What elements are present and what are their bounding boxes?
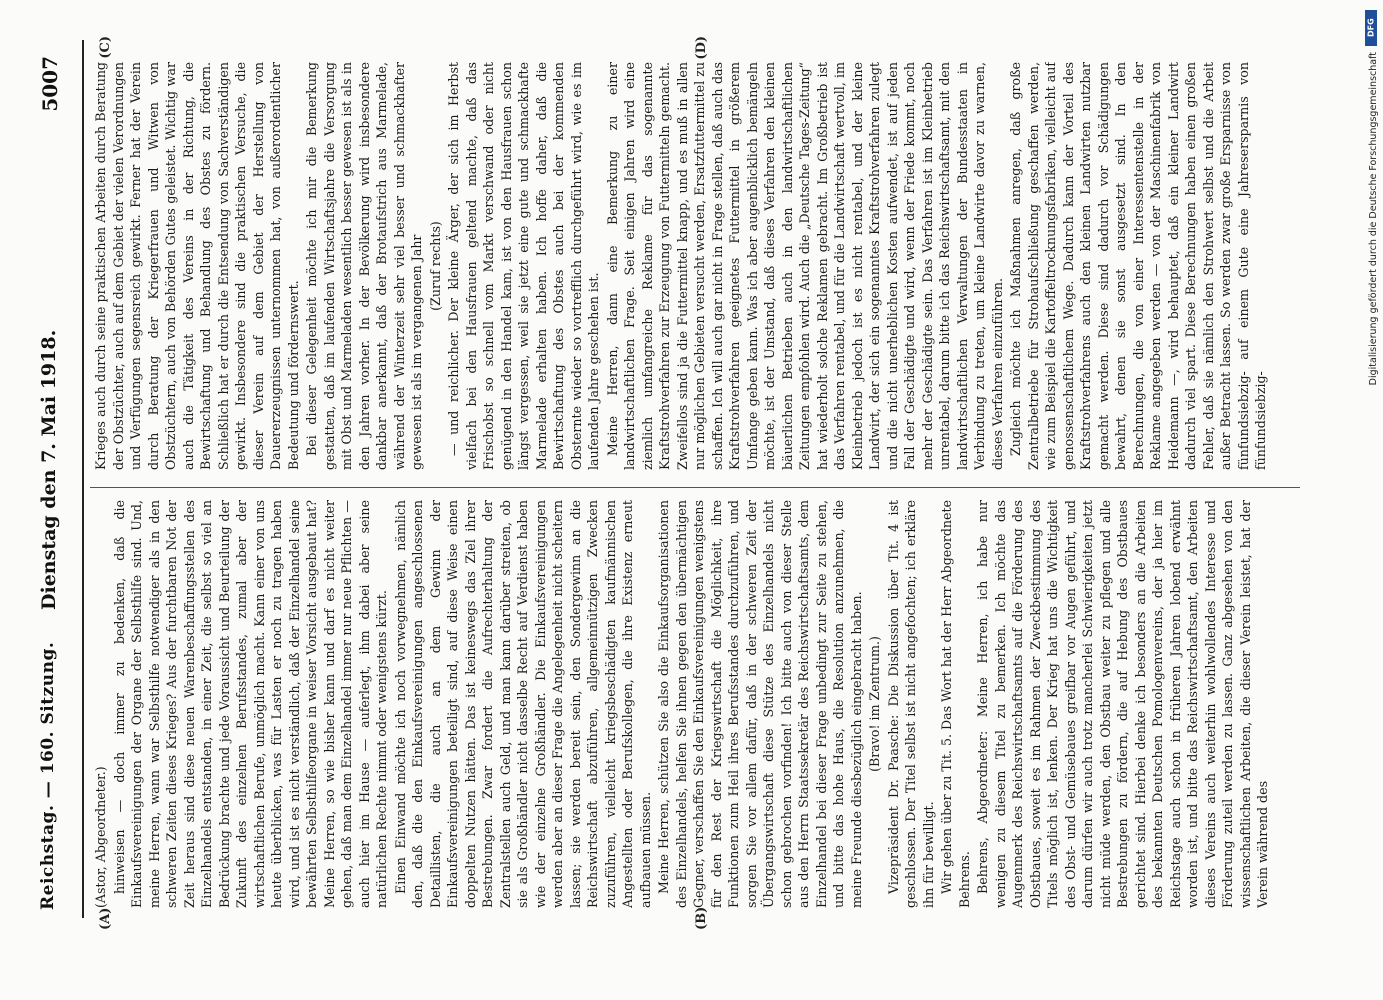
page-number: 5007 <box>38 56 62 112</box>
paragraph: Vizepräsident Dr. Paasche: Die Diskussion über Tit. 4 ist geschlossen. Der Titel selbst ist nicht angefochten; ich erkläre ihn für bewilligt. <box>885 500 936 908</box>
paragraph: Meine Herren, schützen Sie also die Einkaufsorganisationen des Einzelhandels, helfen Sie ihnen gegen den übermächtigen Gegner, verschaffen Sie den Einkaufsvereinigungen wenigstens für den Rest der Kriegswirtschaft die Möglichkeit, ihre Funktionen zum Heil ihres Berufsstandes durchzuführen, und sorgen Sie vor allem dafür, daß in der schweren Zeit der Übergangswirtschaft diese Stütze des Einzelhandels nicht schon gebrochen vorfinden! Ich bitte auch von dieser Stelle aus den Herrn Staatssekretär des Reichswirtschaftsamts, dem Einzelhandel bei dieser Frage unbedingt zur Seite zu stehen, und bitte das hohe Haus, die Resolution anzunehmen, die meine Freunde diesbezüglich eingebracht haben. <box>656 500 864 908</box>
paragraph: Meine Herren, dann eine Bemerkung zu einer landwirtschaftlichen Frage. Seit einigen Jahren wird eine ziemlich umfangreiche Reklame für das sogenannte Kraftstrohverfahren zur Erzeugung von Futtermitteln gemacht. Zweifellos sind ja die Futtermittel knapp, und es muß in allen nur möglichen Gebieten versucht werden, Ersatzfuttermittel zu schaffen. Ich will auch gar nicht in Frage stellen, daß auch das Kraftstrohverfahren geeignetes Futtermittel in größerem Umfange geben kann. Was ich aber augenblicklich bemängeln möchte, ist der Umstand, daß dieses Verfahren den kleinen bäuerlichen Betrieben auch in den landwirtschaftlichen Zeitungen empfohlen wird. Auch die „Deutsche Tages-Zeitung“ hat wiederholt solche Reklamen gebracht. Im Großbetrieb ist das Verfahren rentabel, und für die Landwirtschaft wertvoll, im Kleinbetrieb jedoch ist es nicht rentabel, und der kleine Landwirt, der sich ein sogenanntes Kraftstrohverfahren zulegt und die nicht unerheblichen Kosten aufwendet, ist auf jeden Fall der Geschädigte und wird, wenn der Friede kommt, noch mehr der Geschädigte sein. Das Verfahren ist im Kleinbetrieb unrentabel, darum bitte ich das Reichswirtschaftsamt, mit den landwirtschaftlichen Verwaltungen der Bundesstaaten in Verbindung zu treten, um kleine Landwirte davor zu warnen, dieses Verfahren einzuführen. <box>604 62 1005 470</box>
speaker-note: (Astor, Abgeordneter.) <box>93 766 108 908</box>
margin-letter-d: (D) <box>694 36 709 60</box>
running-header-left: Reichstag. — 160. Sitzung. <box>38 641 58 910</box>
paragraph: Einen Einwand möchte ich noch vorwegnehmen, nämlich den, daß die den Einkaufsvereinigungen angeschlossenen Detaillisten, die auch an dem Gewinn der Einkaufsvereinigungen beteiligt sind, auf diese Weise einen doppelten Nutzen hätten. Das ist keineswegs das Ziel ihrer Bestrebungen. Zwar fordert die Aufrechterhaltung der Zentralstellen auch Geld, und man kann darüber streiten, ob sie als Großhändler nicht dasselbe Recht auf Verdienst haben wie der einzelne Großhändler. Die Einkaufsvereinigungen werden aber an dieser Frage die Angelegenheit nicht scheitern lassen; sie werden bereit sein, den Sondergewinn an die Reichswirtschaft abzuführen, allgemeinnützigen Zwecken zuzuführen, vielleicht kriegsbeschädigten kaufmännischen Angestellten oder Berufskollegen, die ihre Existenz erneut aufbauen müssen. <box>392 500 653 908</box>
margin-letter-a: (A) <box>98 907 113 930</box>
dfg-logo-icon: DFG <box>1365 10 1377 46</box>
interjection: (Bravo! im Zentrum.) <box>867 636 882 772</box>
left-column <box>92 500 1292 908</box>
header-rule <box>82 40 84 918</box>
right-column <box>92 62 1292 470</box>
margin-letter-b: (B) <box>694 906 709 930</box>
paragraph: Bei dieser Gelegenheit möchte ich mir die Bemerkung gestatten, daß im laufenden Wirtschaftsjahre die Versorgung mit Obst und Marmeladen wesentlich besser gewesen ist als in den Jahren vorher. In der Bevölkerung wird insbesondere dankbar anerkannt, daß der Brotaufstrich aus Marmelade, während der Winterzeit sehr viel besser und schmackhafter gewesen ist als im vergangenen Jahr <box>304 62 424 470</box>
paragraph: Zugleich möchte ich Maßnahmen anregen, daß große Zentralbetriebe für Strohaufschließung geschaffen werden, wie zum Beispiel die Kartoffeltrocknungsfabriken, vielleicht auf genossenschaftlichem Wege. Dadurch kann der Vorteil des Kraftstrohverfahrens auch den kleinen Landwirten nutzbar gemacht werden. Diese sind dadurch vor Schädigungen bewahrt, denen sie sonst ausgesetzt sind. In den Berechnungen, die von einer Interessentenstelle in der Reklame angegeben werden — von der Maschinenfabrik von Heidemann —, wird behauptet, daß ein kleiner Landwirt dadurch viel spart. Diese Berechnungen haben einen großen Fehler, daß sie nämlich den Strohwert selbst und die Arbeit außer Betracht lassen. So werden zwar große Ersparnisse von fünfundsiebzig- auf einem Gute eine Jahresersparnis von fünfundsiebzig- <box>1008 62 1268 470</box>
paragraph: — und reichlicher. Der kleine Ärger, der sich im Herbst vielfach bei den Hausfrauen geltend machte, daß das Frischobst so schnell vom Markt verschwand oder nicht genügend in den Handel kam, ist von den Hausfrauen schon längst vergessen, weil sie jetzt eine gute und schmackhafte Marmelade erhalten haben. Ich hoffe daher, daß die Bewirtschaftung des Obstes auch bei der kommenden Obsternte wieder so vortrefflich durchgeführt wird, wie es im laufenden Jahre geschehen ist. <box>446 62 601 470</box>
paragraph: Wir gehen über zu Tit. 5. Das Wort hat der Herr Abgeordnete Behrens. <box>939 500 972 908</box>
margin-letter-c: (C) <box>98 36 113 59</box>
paragraph: Krieges auch durch seine praktischen Arbeiten durch Beratung der Obstzüchter, auch auf dem Gebiet der vielen Verordnungen und Verfügungen segensreich gewirkt. Ferner hat der Verein durch Beratung der Kriegerfrauen und Witwen von Obstzüchtern, auch von Behörden Gutes geleistet. Wichtig war auch die Tätigkeit des Vereins in der Richtung, die Bewirtschaftung und Behandlung des Obstes zu fördern. Schließlich hat er durch die Entsendung von Sachverständigen gewirkt. Insbesondere sind die praktischen Versuche, die dieser Verein auf dem Gebiet der Herstellung von Dauererzeugnissen unternommen hat, von außerordentlicher Bedeutung und fördernswert. <box>93 62 301 470</box>
running-header-date: Dienstag den 7. Mai 1918. <box>38 329 60 610</box>
paragraph: Behrens, Abgeordneter: Meine Herren, ich habe nur wenigen zu diesem Titel zu bemerken. Ich möchte das Augenmerk des Reichswirtschaftsamts auf die Förderung des Obstbaues, soweit es im Rahmen der Zweckbestimmung des Titels möglich ist, lenken. Der Krieg hat uns die Wichtigkeit des Obst- und Gemüsebaues greifbar vor Augen geführt, und darum dürfen wir auch trotz mancherlei Schwierigkeiten jetzt nicht müde werden, den Obstbau weiter zu pflegen und alle Bestrebungen zu fördern, die auf Hebung des Obstbaues gerichtet sind. Hierbei denke ich besonders an die Arbeiten des bekannten Deutschen Pomologenvereins, der ja hier im Reichstage auch schon in früheren Jahren lobend erwähnt worden ist, und bitte das Reichswirtschaftsamt, den Arbeiten dieses Vereins auch weiterhin wohlwollendes Interesse und Förderung zuteil werden zu lassen. Ganz abgesehen von den wissenschaftlichen Arbeiten, die dieser Verein leistet, hat der Verein während des <box>975 500 1270 908</box>
paragraph: hinweisen — doch immer zu bedenken, daß die Einkaufsvereinigungen der Organe der Selbsthilfe sind. Und, meine Herren, wann war Selbsthilfe notwendiger als in den schweren Zeiten dieses Krieges? Aus der furchtbaren Not der Zeit heraus sind diese neuen Warenbeschaffungsstellen des Einzelhandels entstanden, in einer Zeit, die selbst so viel an Bedrückung brachte und jede Voraussicht und Beurteilung der Zukunft des einzelnen Berufsstandes, zumal aber der wirtschaftlichen Berufe, unmöglich macht. Kann einer von uns heute überblicken, was für Lasten er noch zu tragen haben wird, und ist es nicht verständlich, daß der Einzelhandel seine bewährten Selbsthilfeorgane in weiser Vorsicht ausgebaut hat? Meine Herren, so wie bisher kann und darf es nicht weiter gehen, daß man dem Einzelhandel immer nur neue Pflichten — auch hier im Hause — auferlegt, ihm dabei aber seine natürlichen Rechte nimmt oder wenigstens kürzt. <box>111 500 389 908</box>
interjection: (Zuruf rechts) <box>427 221 443 311</box>
digitization-credit: Digitalisierung gefördert durch die Deutsche Forschungsgemeinschaft <box>1368 52 1379 386</box>
column-divider <box>90 487 1300 488</box>
